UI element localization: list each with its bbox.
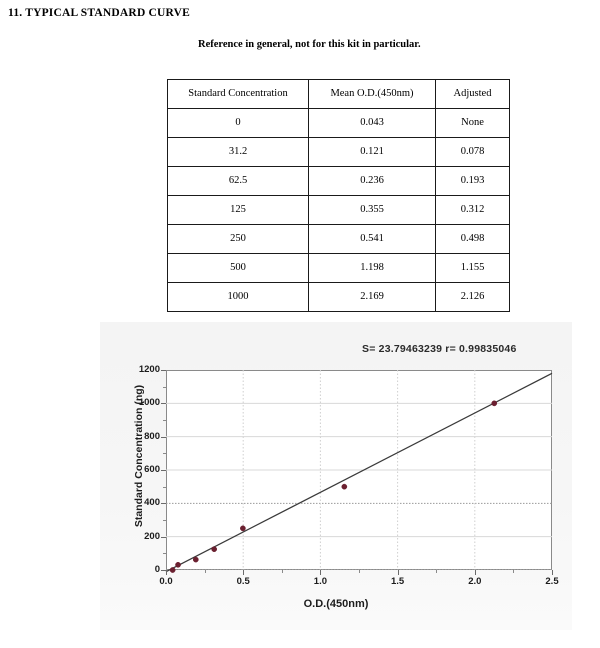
chart-stats-annotation: S= 23.79463239 r= 0.99835046 xyxy=(362,343,517,355)
y-minor-tick-mark xyxy=(163,520,166,521)
standard-curve-chart xyxy=(100,322,572,630)
x-tick-mark xyxy=(475,570,476,575)
cell-concentration: 250 xyxy=(168,225,309,254)
cell-concentration: 0 xyxy=(168,109,309,138)
x-tick-label: 1.0 xyxy=(313,576,327,587)
table-row xyxy=(168,109,510,138)
cell-adjusted: 0.078 xyxy=(436,138,510,167)
page-title: 11. TYPICAL STANDARD CURVE xyxy=(8,7,191,19)
x-tick-mark xyxy=(320,570,321,575)
x-tick-mark xyxy=(166,570,167,575)
cell-concentration: 1000 xyxy=(168,283,309,312)
y-tick-label: 600 xyxy=(144,464,160,475)
cell-concentration: 62.5 xyxy=(168,167,309,196)
table-row xyxy=(168,138,510,167)
table-row xyxy=(168,225,510,254)
table-header-row xyxy=(168,80,510,109)
x-minor-tick-mark xyxy=(282,570,283,573)
cell-mean-od: 0.355 xyxy=(309,196,436,225)
cell-mean-od: 0.121 xyxy=(309,138,436,167)
x-tick-label: 1.5 xyxy=(390,576,405,587)
subtitle-note: Reference in general, not for this kit in particular. xyxy=(198,39,421,50)
y-tick-mark xyxy=(161,370,166,371)
cell-adjusted: 0.312 xyxy=(436,196,510,225)
cell-mean-od: 1.198 xyxy=(309,254,436,283)
x-tick-mark xyxy=(398,570,399,575)
x-tick-label: 2.0 xyxy=(468,576,482,587)
x-minor-tick-mark xyxy=(205,570,206,573)
column-header-standard-concentration: Standard Concentration xyxy=(168,80,309,109)
table-row xyxy=(168,196,510,225)
standard-curve-table xyxy=(167,79,510,312)
cell-concentration: 31.2 xyxy=(168,138,309,167)
y-tick-mark xyxy=(161,470,166,471)
cell-mean-od: 0.541 xyxy=(309,225,436,254)
y-tick-label: 1000 xyxy=(138,397,160,409)
y-minor-tick-mark xyxy=(163,487,166,488)
y-minor-tick-mark xyxy=(163,387,166,388)
x-axis-title: O.D.(450nm) xyxy=(303,598,369,610)
y-tick-label: 200 xyxy=(144,530,160,542)
x-minor-tick-mark xyxy=(513,570,514,573)
cell-concentration: 500 xyxy=(168,254,309,283)
x-minor-tick-mark xyxy=(436,570,437,573)
table-row xyxy=(168,283,510,312)
cell-adjusted: None xyxy=(436,109,510,138)
y-tick-mark xyxy=(161,503,166,504)
column-header-adjusted: Adjusted xyxy=(436,80,510,109)
cell-concentration: 125 xyxy=(168,196,309,225)
cell-adjusted: 0.193 xyxy=(436,167,510,196)
y-tick-mark xyxy=(161,437,166,438)
cell-adjusted: 1.155 xyxy=(436,254,510,283)
x-tick-label: 2.5 xyxy=(545,576,559,587)
plot-area xyxy=(166,370,552,570)
cell-mean-od: 2.169 xyxy=(309,283,436,312)
y-tick-mark xyxy=(161,537,166,538)
y-minor-tick-mark xyxy=(163,453,166,454)
cell-mean-od: 0.043 xyxy=(309,109,436,138)
column-header-mean-od: Mean O.D.(450nm) xyxy=(309,80,436,109)
cell-mean-od: 0.236 xyxy=(309,167,436,196)
y-minor-tick-mark xyxy=(163,420,166,421)
y-minor-tick-mark xyxy=(163,553,166,554)
table-row xyxy=(168,254,510,283)
cell-adjusted: 0.498 xyxy=(436,225,510,254)
x-minor-tick-mark xyxy=(359,570,360,573)
x-tick-label: 0.5 xyxy=(236,576,250,587)
y-tick-label: 800 xyxy=(144,430,160,442)
y-tick-label: 1200 xyxy=(138,364,160,375)
y-tick-mark xyxy=(161,403,166,404)
x-tick-mark xyxy=(552,570,553,575)
table-row xyxy=(168,167,510,196)
y-tick-label: 0 xyxy=(154,564,160,575)
y-tick-label: 400 xyxy=(144,497,160,509)
x-tick-mark xyxy=(243,570,244,575)
y-axis-title: Standard Concentration (ng) xyxy=(133,384,145,528)
cell-adjusted: 2.126 xyxy=(436,283,510,312)
x-tick-label: 0.0 xyxy=(159,576,173,587)
